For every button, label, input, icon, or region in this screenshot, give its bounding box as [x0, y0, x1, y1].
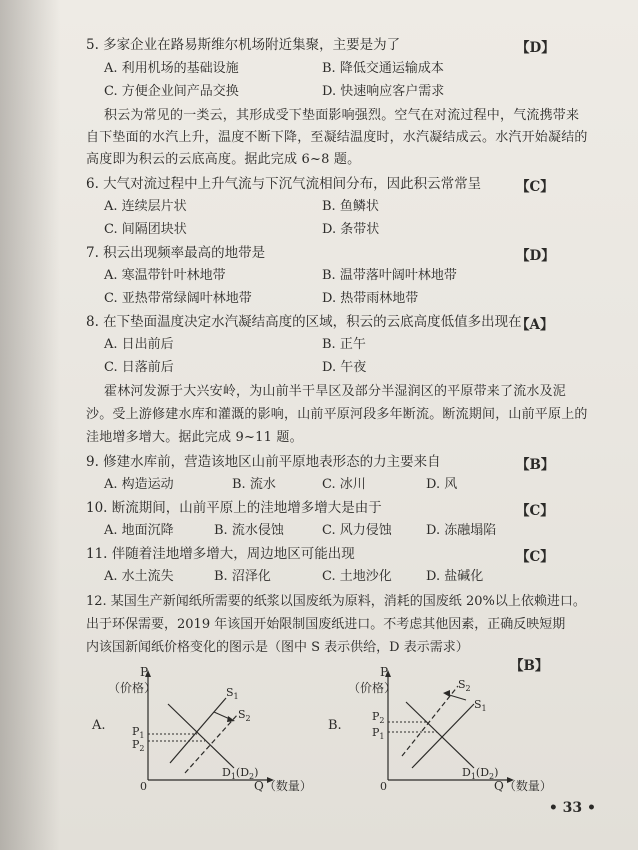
q7-option-d: D. 热带雨林地带	[322, 291, 419, 306]
graph-b-p-axis-label: P	[380, 665, 389, 679]
q6-stem: 6. 大气对流过程中上升气流与下沉气流相间分布，因此积云常常呈	[86, 176, 482, 192]
graph-b-quantity-label: Q（数量）	[494, 779, 552, 793]
graph-a-s2-label: $S_2$	[238, 708, 251, 723]
q8-stem: 8. 在下垫面温度决定水汽凝结高度的区域，积云的云底高度低值多出现在	[86, 314, 522, 330]
graph-a-d-line	[168, 704, 234, 768]
graph-b	[348, 665, 552, 793]
q9-option-a: A. 构造运动	[104, 477, 174, 492]
graph-b-origin: 0	[380, 780, 387, 793]
graph-b-shift-arrowhead	[443, 690, 450, 697]
q12-line-2: 出于环保需要，2019 年该国开始限制国废纸进口。不考虑其他因素，正确反映短期	[86, 617, 566, 632]
q10-option-b: B. 流水侵蚀	[214, 523, 284, 538]
passage2-line-2: 沙。受上游修建水库和灌溉的影响，山前平原河段多年断流。断流期间，山前平原上的	[86, 407, 588, 422]
q11-option-a: A. 水土流失	[104, 569, 174, 584]
q8-option-a: A. 日出前后	[104, 337, 174, 352]
q11-answer: 【C】	[516, 549, 554, 565]
q9-option-b: B. 流水	[232, 477, 276, 492]
q11-option-d: D. 盐碱化	[426, 569, 484, 584]
q6-option-b: B. 鱼鳞状	[322, 199, 379, 214]
q9-stem: 9. 修建水库前，营造该地区山前平原地表形态的力主要来自	[86, 454, 441, 470]
graph-a-s1-line	[170, 698, 226, 763]
q8-answer: 【A】	[516, 317, 554, 333]
graph-b-s2-label: $S_2$	[458, 678, 471, 693]
q6-option-c: C. 间隔团块状	[104, 222, 187, 237]
q7-stem: 7. 积云出现频率最高的地带是	[86, 245, 266, 261]
q7-option-a: A. 寒温带针叶林地带	[104, 268, 226, 283]
graph-b-p2-label: $P_2$	[372, 710, 385, 725]
graph-a	[108, 665, 312, 793]
graph-a-option-label: A.	[92, 718, 106, 733]
q10-stem: 10. 断流期间，山前平原上的洼地增多增大是由于	[86, 500, 382, 516]
q8-option-d: D. 午夜	[322, 360, 367, 375]
graph-a-d-label: $D_1(D_2)$	[222, 766, 259, 781]
graph-a-p-axis-label: P	[140, 665, 149, 679]
q5-option-a: A. 利用机场的基础设施	[104, 61, 239, 76]
q11-option-b: B. 沼泽化	[214, 569, 271, 584]
graph-a-price-label: （价格）	[108, 681, 157, 695]
q5-option-b: B. 降低交通运输成本	[322, 61, 444, 76]
graph-b-s1-label: $S_1$	[474, 698, 487, 713]
q9-option-d: D. 风	[426, 477, 458, 492]
q5-option-c: C. 方便企业间产品交换	[104, 84, 239, 99]
page-number: • 33 •	[548, 800, 596, 816]
q8-option-c: C. 日落前后	[104, 360, 174, 375]
q10-option-c: C. 风力侵蚀	[322, 523, 392, 538]
q5-option-d: D. 快速响应客户需求	[322, 84, 445, 99]
graph-b-price-label: （价格）	[348, 681, 397, 695]
q11-stem: 11. 伴随着洼地增多增大，周边地区可能出现	[86, 546, 355, 562]
passage1-line-3: 高度即为积云的云底高度。据此完成 6~8 题。	[86, 152, 361, 167]
q12-answer: 【B】	[510, 658, 549, 674]
q12-line-1: 12. 某国生产新闻纸所需要的纸浆以国废纸为原料，消耗的国废纸 20%以上依赖进口。	[86, 594, 586, 609]
graph-b-d-line	[406, 702, 474, 768]
q7-answer: 【D】	[516, 248, 555, 264]
graph-b-d-label: $D_1(D_2)$	[462, 766, 499, 781]
q6-option-a: A. 连续层片状	[104, 199, 187, 214]
q10-answer: 【C】	[516, 503, 554, 519]
passage2-line-1: 霍林河发源于大兴安岭，为山前半干旱区及部分半湿润区的平原带来了流水及泥	[104, 384, 567, 399]
q5-answer: 【D】	[516, 40, 555, 56]
passage2-line-3: 洼地增多增大。据此完成 9~11 题。	[86, 430, 303, 445]
q6-option-d: D. 条带状	[322, 222, 380, 237]
graph-a-p1-label: $P_1$	[132, 725, 145, 740]
passage1-line-2: 自下垫面的水汽上升，温度不断下降，至凝结温度时，水汽凝结成云。水汽开始凝结的	[86, 130, 588, 145]
q9-answer: 【B】	[516, 457, 555, 473]
page-shadow	[0, 0, 60, 850]
q12-line-3: 内该国新闻纸价格变化的图示是（图中 S 表示供给，D 表示需求）	[86, 640, 469, 655]
graph-a-s1-label: $S_1$	[226, 686, 239, 701]
q5-stem: 5. 多家企业在路易斯维尔机场附近集聚，主要是为了	[86, 37, 401, 53]
q7-option-c: C. 亚热带常绿阔叶林地带	[104, 291, 252, 306]
graph-a-p2-label: $P_2$	[132, 738, 145, 753]
q11-option-c: C. 土地沙化	[322, 569, 392, 584]
passage1-line-1: 积云为常见的一类云，其形成受下垫面影响强烈。空气在对流过程中，气流携带来	[104, 108, 580, 123]
q6-answer: 【C】	[516, 179, 554, 195]
graph-b-option-label: B.	[328, 718, 342, 733]
q9-option-c: C. 冰川	[322, 477, 366, 492]
graph-a-origin: 0	[140, 780, 147, 793]
q10-option-a: A. 地面沉降	[104, 523, 174, 538]
q8-option-b: B. 正午	[322, 337, 366, 352]
graph-a-quantity-label: Q（数量）	[254, 779, 312, 793]
graph-b-p1-label: $P_1$	[372, 726, 385, 741]
q7-option-b: B. 温带落叶阔叶林地带	[322, 268, 457, 283]
q10-option-d: D. 冻融塌陷	[426, 523, 497, 538]
